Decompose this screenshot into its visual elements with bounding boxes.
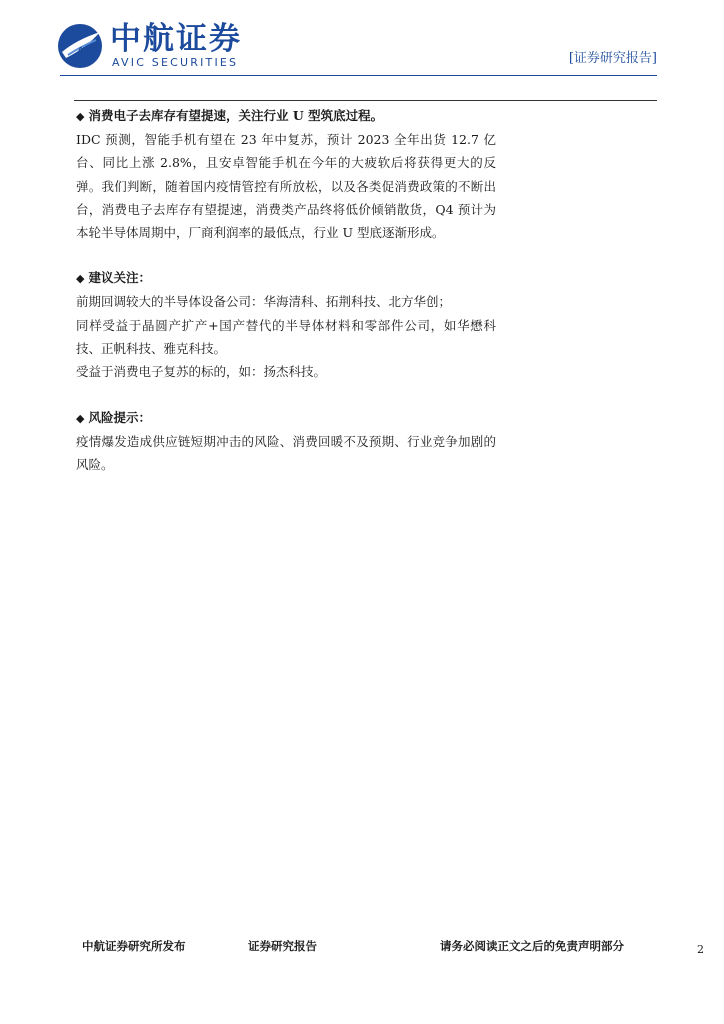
paragraph: 受益于消费电子复苏的标的，如：扬杰科技。 (76, 364, 327, 380)
svg-text:AVIC: AVIC (78, 46, 97, 54)
page-number: 2 (697, 943, 704, 956)
page-footer (0, 938, 724, 958)
avic-logo-icon (56, 22, 104, 70)
report-type-tag: [证券研究报告] (568, 51, 657, 66)
paragraph: 同样受益于晶圆产扩产+国产替代的半导体材料和零部件公司，如华懋科技、正帆科技、雅克科技。 (76, 317, 496, 357)
diamond-bullet-icon: ◆ (76, 110, 85, 123)
brand-name-cn: 中航证券 (110, 21, 242, 57)
diamond-bullet-icon: ◆ (76, 411, 85, 425)
footer-disclaimer-note: 请务必阅读正文之后的免责声明部分 (440, 939, 624, 953)
report-body (76, 104, 496, 498)
section-recommendations (76, 266, 496, 383)
section-risk-warning (76, 406, 496, 477)
page-header (0, 0, 724, 80)
section-heading: ◆ 消费电子去库存有望提速，关注行业 U 型筑底过程。 (76, 104, 496, 128)
brand-name-en: AVIC SECURITIES (112, 56, 239, 69)
diamond-bullet-icon: ◆ (76, 272, 85, 286)
paragraph: 前期回调较大的半导体设备公司：华海清科、拓荆科技、北方华创； (76, 294, 452, 310)
paragraph: IDC 预测，智能手机有望在 23 年中复苏，预计 2023 全年出货 12.7 亿台、同比上涨 2.8%，且安卓智能手机在今年的大疲软后将获得更大的反弹。我们判断，随着国内疫情管控有所放松，以及各类促消费政策的不断出台，消费电子去库存有望提速，消费类产品终将低价倾销散货，Q4 预计为本轮半导体周期中，厂商利润率的最低点，行业 U 型底逐渐形成。 (76, 132, 496, 241)
content-top-divider (74, 100, 657, 101)
footer-publisher: 中航证券研究所发布 (82, 939, 186, 953)
section-heading: ◆ 建议关注： (76, 266, 496, 290)
header-divider (60, 75, 657, 76)
paragraph: 疫情爆发造成供应链短期冲击的风险、消费回暖不及预期、行业竞争加剧的风险。 (76, 433, 496, 472)
footer-report-type: 证券研究报告 (248, 939, 317, 953)
section-heading: ◆ 风险提示： (76, 406, 496, 430)
section-consumer-electronics (76, 104, 496, 244)
